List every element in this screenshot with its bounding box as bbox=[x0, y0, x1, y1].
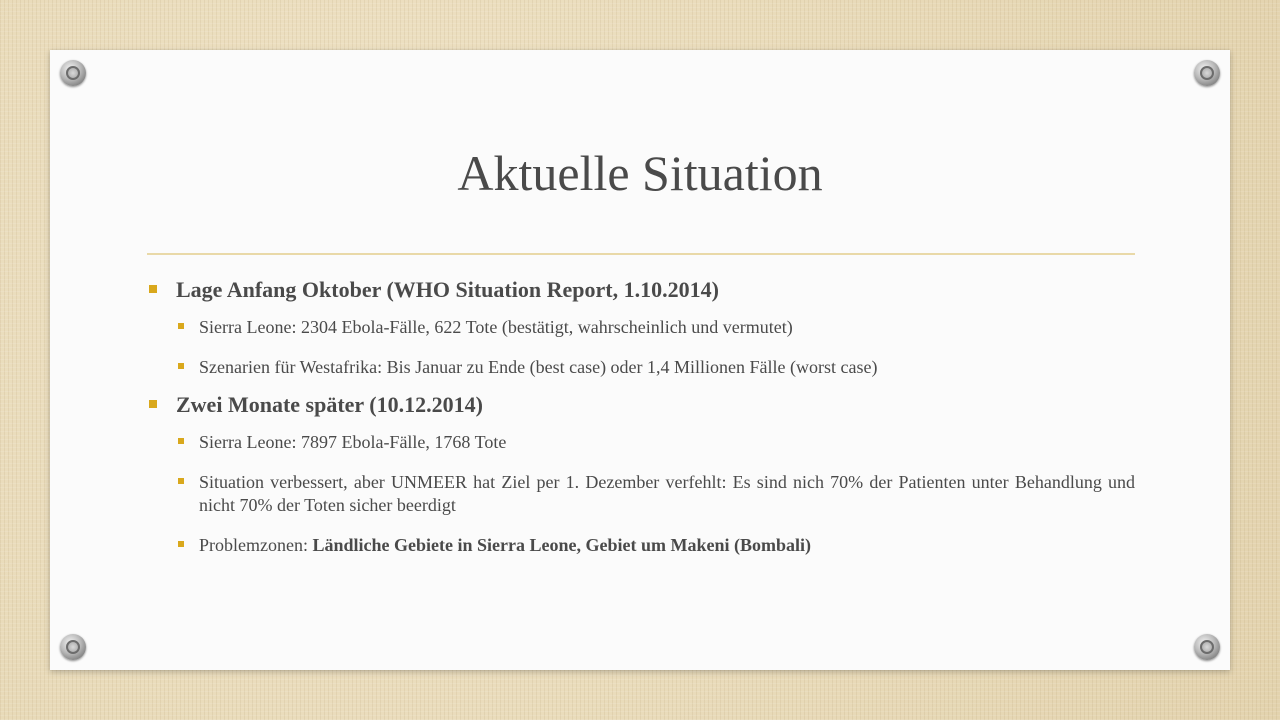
title-divider bbox=[147, 253, 1135, 255]
square-bullet-icon bbox=[178, 363, 184, 369]
list-item bbox=[145, 471, 1135, 517]
list-item-text: Situation verbessert, aber UNMEER hat Ziel per 1. Dezember verfehlt: Es sind nich 70% der Patienten unter Behandlung und nicht 70% der Toten sicher beerdigt bbox=[199, 472, 1135, 515]
rivet-top-right-icon bbox=[1194, 60, 1220, 86]
square-bullet-icon bbox=[178, 478, 184, 484]
square-bullet-icon bbox=[178, 541, 184, 547]
list-item bbox=[145, 316, 1135, 339]
slide-title: Aktuelle Situation bbox=[457, 145, 823, 201]
list-item-prefix: Problemzonen: bbox=[199, 535, 313, 555]
list-item-text: Sierra Leone: 7897 Ebola-Fälle, 1768 Tote bbox=[199, 432, 507, 452]
list-item-text: Sierra Leone: 2304 Ebola-Fälle, 622 Tote (bestätigt, wahrscheinlich und vermutet) bbox=[199, 317, 793, 337]
section-heading-oktober bbox=[145, 276, 1135, 304]
section-heading-dezember bbox=[145, 391, 1135, 419]
list-item-text: Szenarien für Westafrika: Bis Januar zu Ende (best case) oder 1,4 Millionen Fälle (worst case) bbox=[199, 357, 878, 377]
square-bullet-icon bbox=[149, 285, 157, 293]
square-bullet-icon bbox=[178, 323, 184, 329]
square-bullet-icon bbox=[149, 400, 157, 408]
list-item bbox=[145, 431, 1135, 454]
rivet-bottom-left-icon bbox=[60, 634, 86, 660]
slide-content bbox=[145, 272, 1135, 557]
list-item bbox=[145, 534, 1135, 557]
square-bullet-icon bbox=[178, 438, 184, 444]
list-item-bold-text: Ländliche Gebiete in Sierra Leone, Gebiet um Makeni (Bombali) bbox=[312, 535, 811, 555]
rivet-top-left-icon bbox=[60, 60, 86, 86]
section-heading-text: Lage Anfang Oktober (WHO Situation Report, 1.10.2014) bbox=[176, 277, 719, 302]
section-heading-text: Zwei Monate später (10.12.2014) bbox=[176, 392, 483, 417]
list-item bbox=[145, 356, 1135, 379]
rivet-bottom-right-icon bbox=[1194, 634, 1220, 660]
